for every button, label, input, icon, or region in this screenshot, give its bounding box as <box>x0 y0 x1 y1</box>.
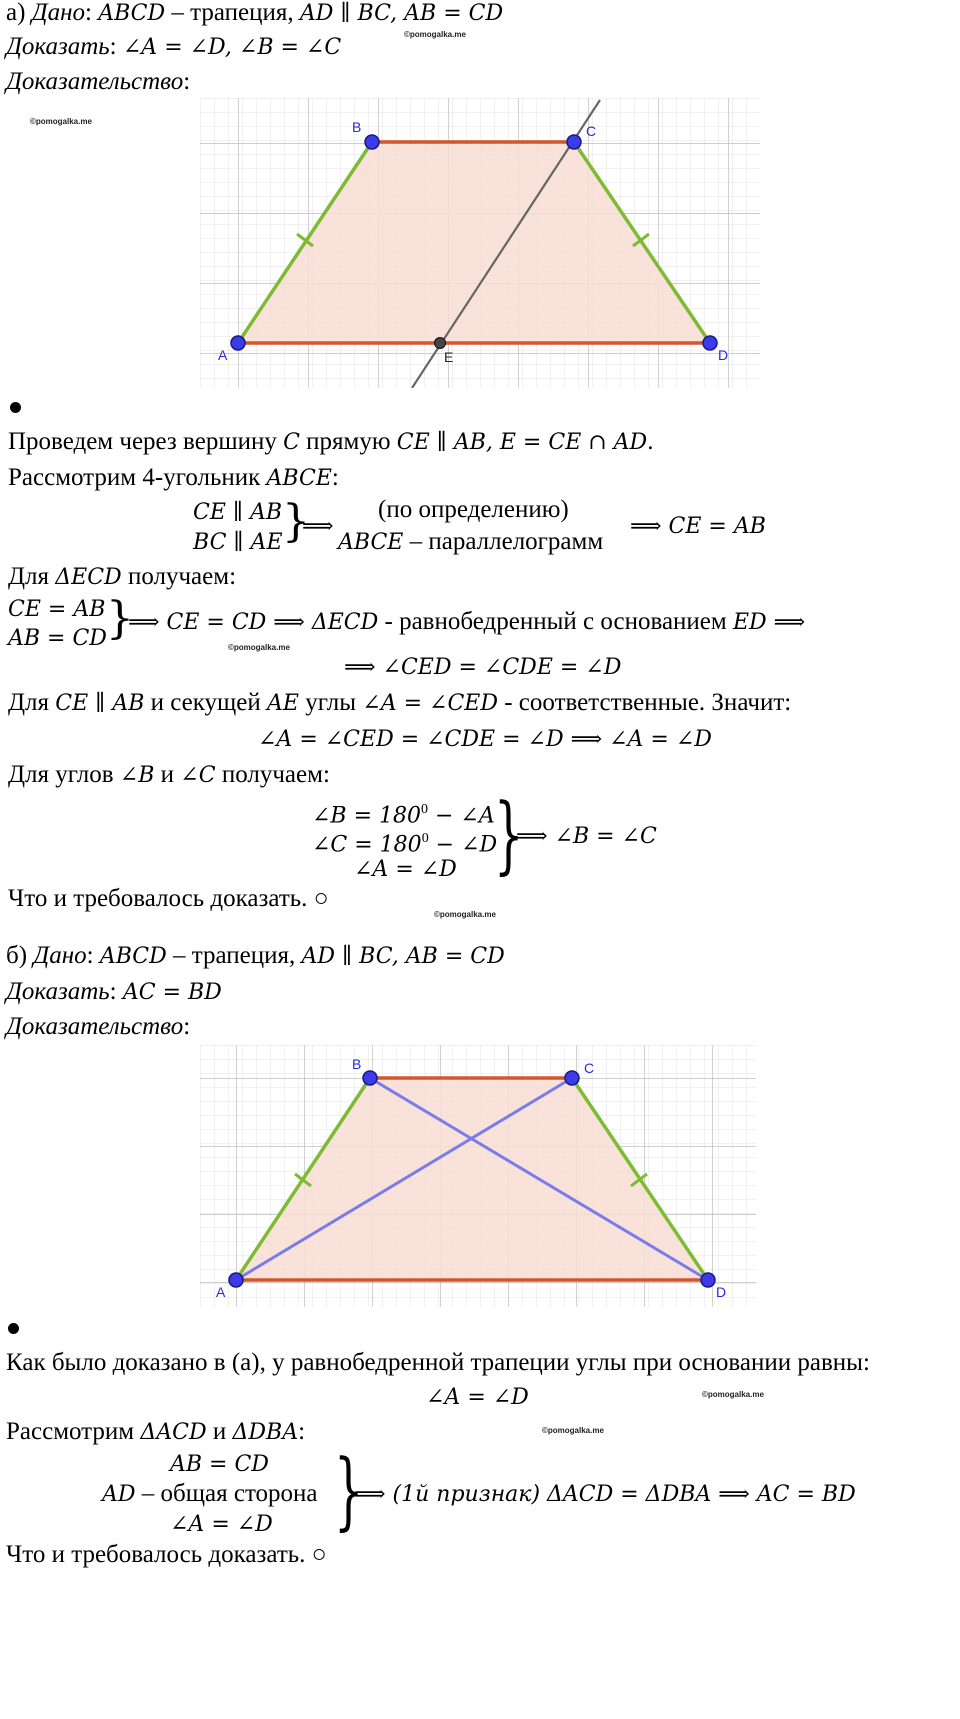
proof-line-1: Проведем через вершину C прямую CE ∥ AB, E = CE ∩ AD. <box>8 428 654 455</box>
point-a <box>229 1273 243 1287</box>
proof-line-6: ∠A = ∠CED = ∠CDE = ∠D ⟹ ∠A = ∠D <box>258 727 712 752</box>
proof-line-4: ⟹ ∠CED = ∠CDE = ∠D <box>344 655 622 680</box>
sys1-result: ⟹ CE = AB <box>630 514 766 539</box>
given-line-a: а) Дано: ABCD – трапеция, AD ∥ BC, AB = CD <box>6 0 504 26</box>
proof-line-b1: Как было доказано в (а), у равнобедренной трапеции углы при основании равны: <box>6 1349 870 1376</box>
end-line-b: Что и требовалось доказать. ○ <box>6 1541 327 1568</box>
watermark: ©pomogalka.me <box>30 117 92 126</box>
trapezoid-figure-b <box>200 1045 756 1307</box>
sys2-row2: AB = CD <box>8 626 107 651</box>
label-b: B <box>352 1056 362 1072</box>
point-b <box>363 1071 377 1085</box>
proof-line-2: Рассмотрим 4-угольник ABCE: <box>8 464 339 491</box>
point-b <box>365 135 379 149</box>
point-d <box>703 336 717 350</box>
label-d: D <box>718 347 729 363</box>
brace: } <box>494 785 524 883</box>
sys1-arrow: ⟹ <box>302 514 334 539</box>
watermark: ©pomogalka.me <box>702 1390 764 1399</box>
sys3-result: ⟹ ∠B = ∠C <box>516 824 657 849</box>
sys2-row1: CE = AB <box>8 597 106 622</box>
label-b: B <box>352 119 362 135</box>
point-e <box>435 338 446 349</box>
sys-b-row2: AD – общая сторона <box>102 1480 318 1507</box>
sys1-row2: BC ∥ AE <box>193 530 283 555</box>
end-line-a: Что и требовалось доказать. ○ <box>8 885 329 912</box>
sys-b-row3: ∠A = ∠D <box>170 1512 273 1537</box>
sys3-row3: ∠A = ∠D <box>354 857 457 882</box>
label-a: A <box>216 1284 226 1300</box>
sys3-row1: ∠B = $180^0$ − ∠A <box>312 802 495 829</box>
trapezoid-figure-a <box>200 98 760 388</box>
proof-line-3: Для ΔECD получаем: <box>8 563 237 590</box>
label-c: C <box>586 123 597 139</box>
bullet <box>8 1323 19 1334</box>
label-c: C <box>584 1060 595 1076</box>
proof-line-b3: Рассмотрим ΔACD и ΔDBA: <box>6 1418 306 1445</box>
given-line-b: б) Дано: ABCD – трапеция, AD ∥ BC, AB = CD <box>6 942 505 969</box>
sys-b-result: ⟹ (1й признак) ΔACD = ΔDBA ⟹ AC = BD <box>354 1482 856 1507</box>
point-d <box>701 1273 715 1287</box>
label-d: D <box>716 1284 727 1300</box>
sys2-result: ⟹ CE = CD ⟹ ΔECD - равнобедренный с основанием ED ⟹ <box>128 608 806 635</box>
proof-heading-a: Доказательство: <box>6 68 191 95</box>
point-c <box>567 135 581 149</box>
proof-line-b2: ∠A = ∠D <box>426 1385 529 1410</box>
brace: } <box>334 1441 364 1539</box>
prove-line-a: Доказать: ∠A = ∠D, ∠B = ∠C <box>6 33 342 60</box>
sys-b-row1: AB = CD <box>170 1452 269 1477</box>
prove-line-b: Доказать: AC = BD <box>6 978 222 1005</box>
sys1-parallelogram: ABCE – параллелограмм <box>338 528 604 555</box>
label-a: A <box>218 347 228 363</box>
brace: } <box>106 593 134 644</box>
proof-line-5: Для CE ∥ AB и секущей AE углы ∠A = ∠CED - соответственные. Значит: <box>8 689 792 716</box>
watermark: ©pomogalka.me <box>404 30 466 39</box>
proof-heading-b: Доказательство: <box>6 1013 191 1040</box>
watermark: ©pomogalka.me <box>228 643 290 652</box>
sys1-row1: CE ∥ AB <box>193 500 283 525</box>
sys3-row2: ∠C = $180^0$ − ∠D <box>312 831 498 858</box>
sys1-note: (по определению) <box>378 496 569 523</box>
point-a <box>231 336 245 350</box>
watermark: ©pomogalka.me <box>434 910 496 919</box>
watermark: ©pomogalka.me <box>542 1426 604 1435</box>
label-e: E <box>444 349 454 365</box>
bullet <box>10 402 21 413</box>
brace: } <box>282 496 310 547</box>
point-c <box>565 1071 579 1085</box>
proof-line-7: Для углов ∠B и ∠C получаем: <box>8 761 330 788</box>
